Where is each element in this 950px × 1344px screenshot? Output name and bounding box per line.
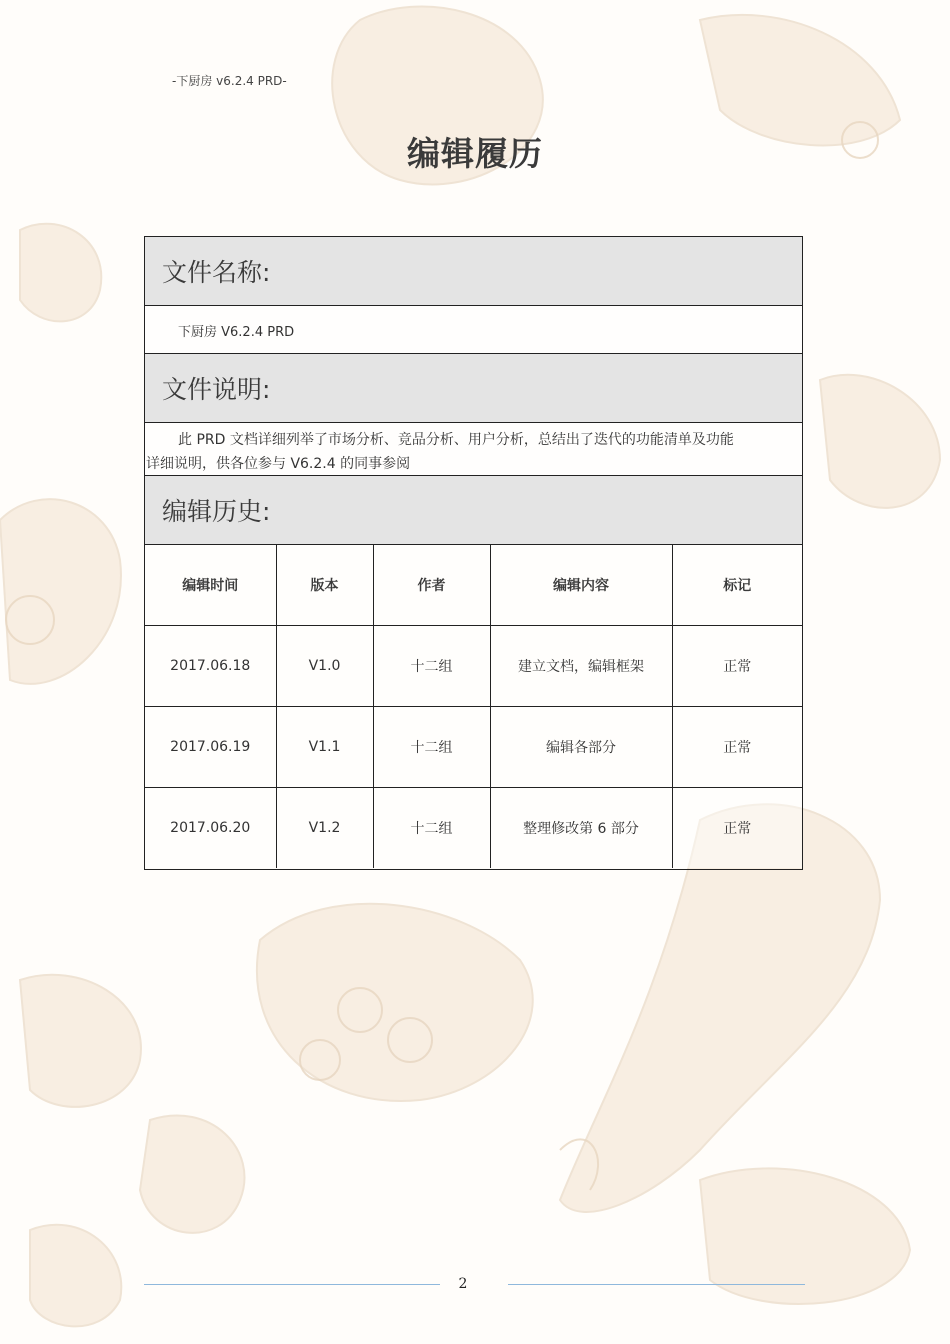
cell-content: 整理修改第 6 部分 — [490, 788, 672, 869]
cell-time: 2017.06.19 — [145, 707, 276, 788]
file-name-row — [145, 306, 802, 354]
page-number: 2 — [458, 1276, 468, 1292]
footer-divider-left — [144, 1284, 440, 1285]
cell-author: 十二组 — [373, 626, 490, 707]
cell-version: V1.0 — [276, 626, 373, 707]
footer-divider-right — [508, 1284, 805, 1285]
page-title: 编辑履历 — [407, 134, 543, 173]
col-header-author: 作者 — [373, 545, 490, 626]
file-name-heading: 文件名称: — [145, 237, 802, 306]
file-desc-heading: 文件说明: — [145, 354, 802, 423]
cell-time: 2017.06.18 — [145, 626, 276, 707]
table-row — [145, 707, 802, 788]
file-desc-line-1: 此 PRD 文档详细列举了市场分析、竞品分析、用户分析，总结出了迭代的功能清单及功能 — [178, 432, 734, 448]
file-desc-line-2: 详细说明，供各位参与 V6.2.4 的同事参阅 — [146, 456, 411, 472]
cell-mark: 正常 — [672, 626, 802, 707]
cell-content: 建立文档，编辑框架 — [490, 626, 672, 707]
cell-content: 编辑各部分 — [490, 707, 672, 788]
table-row — [145, 626, 802, 707]
edit-history-heading: 编辑历史: — [145, 476, 802, 545]
col-header-mark: 标记 — [672, 545, 802, 626]
edit-history-table — [145, 545, 802, 868]
running-header: -下厨房 v6.2.4 PRD- — [172, 74, 287, 88]
table-row — [145, 788, 802, 869]
cell-version: V1.1 — [276, 707, 373, 788]
col-header-time: 编辑时间 — [145, 545, 276, 626]
file-name-value: 下厨房 V6.2.4 PRD — [178, 325, 295, 340]
cell-author: 十二组 — [373, 707, 490, 788]
col-header-content: 编辑内容 — [490, 545, 672, 626]
cell-time: 2017.06.20 — [145, 788, 276, 869]
cell-mark: 正常 — [672, 788, 802, 869]
revision-record-table — [144, 236, 803, 870]
table-header-row — [145, 545, 802, 626]
cell-author: 十二组 — [373, 788, 490, 869]
cell-mark: 正常 — [672, 707, 802, 788]
file-desc-row — [145, 423, 802, 476]
col-header-version: 版本 — [276, 545, 373, 626]
cell-version: V1.2 — [276, 788, 373, 869]
